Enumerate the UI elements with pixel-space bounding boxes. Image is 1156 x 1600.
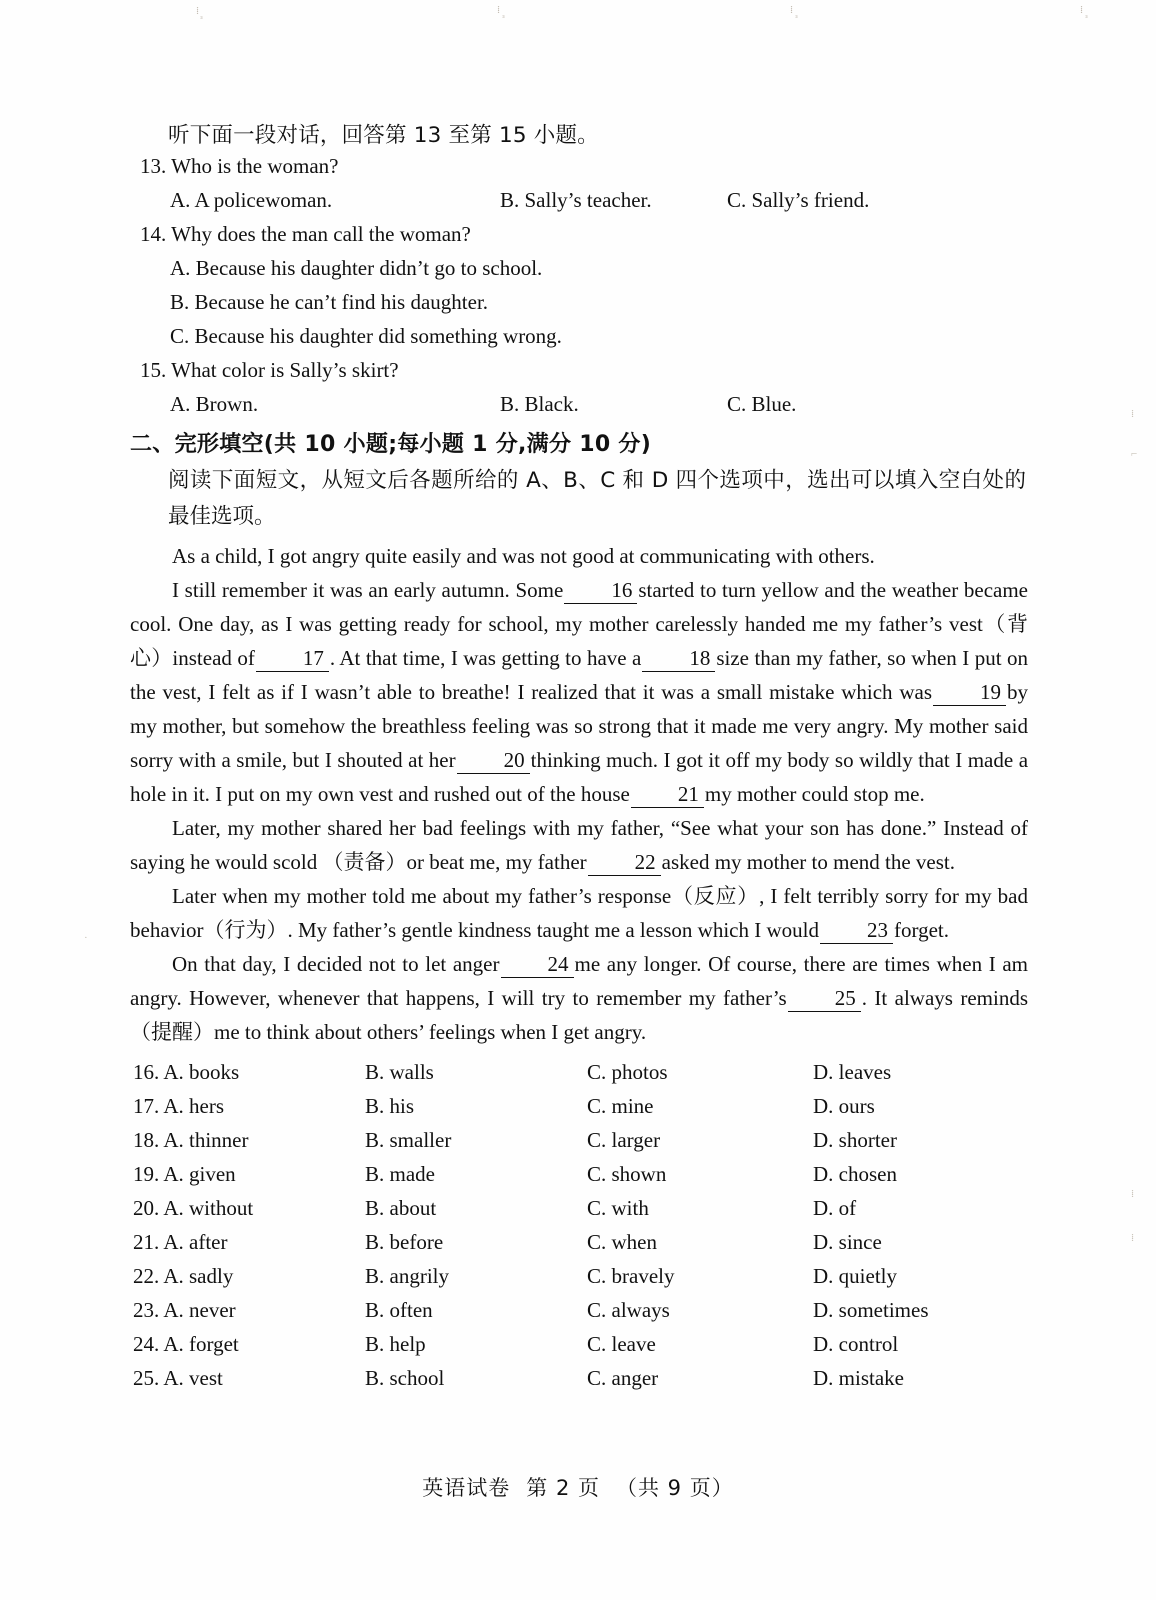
passage-p2-text-c: . At that time, I was getting to have a [329, 646, 642, 670]
choice-18-b[interactable]: B. smaller [365, 1128, 452, 1152]
choice-17-b[interactable]: B. his [365, 1094, 415, 1118]
choice-16-d[interactable]: D. leaves [813, 1060, 892, 1084]
question-13-stem [0, 149, 1156, 183]
question-13-number: 13. [140, 154, 167, 178]
cloze-choices-list [0, 1049, 1156, 1395]
choice-17-number: 17. [133, 1094, 160, 1118]
choice-21-b[interactable]: B. before [365, 1230, 444, 1254]
choice-row [130, 1055, 1156, 1089]
listening-lead-in: 听下面一段对话，回答第 13 至第 15 小题。 [168, 123, 599, 148]
choice-21-number: 21. [133, 1230, 160, 1254]
blank-20[interactable]: 20 [457, 747, 530, 774]
passage-paragraph-1: As a child, I got angry quite easily and was not good at communicating with others. [172, 544, 875, 568]
choice-18-d[interactable]: D. shorter [813, 1128, 897, 1152]
blank-16[interactable]: 16 [564, 577, 637, 604]
choice-16-a[interactable] [133, 1055, 239, 1089]
passage-paragraph-4 [130, 879, 1028, 947]
choice-22-c[interactable]: C. bravely [587, 1264, 675, 1288]
question-13-options [0, 183, 1156, 217]
choice-22-b[interactable]: B. angrily [365, 1264, 449, 1288]
choice-24-number: 24. [133, 1332, 160, 1356]
choice-25-d[interactable]: D. mistake [813, 1366, 904, 1390]
choice-row [130, 1259, 1156, 1293]
cloze-passage [0, 539, 1156, 1049]
blank-19[interactable]: 19 [933, 679, 1006, 706]
footer-total-pages: （共 9 页） [616, 1476, 734, 1500]
blank-17[interactable]: 17 [256, 645, 329, 672]
choice-24-d[interactable]: D. control [813, 1332, 899, 1356]
choice-19-c[interactable]: C. shown [587, 1162, 667, 1186]
passage-p2-text-f: thinking much. I got it off my body so wildly that I made a hole in it. I put on my own vest and rushed out of the house [130, 748, 1029, 806]
passage-p5-text-b: me any longer. Of course, there are times when I am angry. However, whenever that happens, I will try to remember my father’s [130, 952, 1029, 1010]
choice-24-a-label: A. forget [163, 1332, 239, 1356]
choice-20-d[interactable]: D. of [813, 1196, 857, 1220]
question-14-number: 14. [140, 222, 167, 246]
choice-25-a-label: A. vest [163, 1366, 223, 1390]
blank-23[interactable]: 23 [820, 917, 893, 944]
question-15-text: What color is Sally’s skirt? [171, 358, 399, 382]
choice-17-a-label: A. hers [163, 1094, 224, 1118]
choice-row [130, 1157, 1156, 1191]
scan-artifact-right-3: ⁞ [1131, 1188, 1135, 1200]
question-15-option-b[interactable]: B. Black. [500, 392, 579, 416]
choice-24-c[interactable]: C. leave [587, 1332, 656, 1356]
page-footer [0, 1472, 1156, 1502]
choice-18-c[interactable]: C. larger [587, 1128, 661, 1152]
choice-23-b[interactable]: B. often [365, 1298, 433, 1322]
passage-paragraph-5 [130, 947, 1028, 1049]
choice-row [130, 1327, 1156, 1361]
choice-20-a-label: A. without [163, 1196, 254, 1220]
choice-17-a[interactable] [133, 1089, 224, 1123]
choice-22-number: 22. [133, 1264, 160, 1288]
choice-25-number: 25. [133, 1366, 160, 1390]
choice-20-c[interactable]: C. with [587, 1196, 649, 1220]
question-13-option-c[interactable]: C. Sally’s friend. [727, 188, 870, 212]
question-15-stem [0, 353, 1156, 387]
question-14-option-c[interactable]: C. Because his daughter did something wrong. [170, 324, 562, 348]
choice-18-a[interactable] [133, 1123, 249, 1157]
choice-24-a[interactable] [133, 1327, 239, 1361]
blank-22[interactable]: 22 [588, 849, 661, 876]
choice-21-c[interactable]: C. when [587, 1230, 657, 1254]
choice-23-a-label: A. never [163, 1298, 236, 1322]
choice-25-c[interactable]: C. anger [587, 1366, 659, 1390]
choice-20-number: 20. [133, 1196, 160, 1220]
blank-18[interactable]: 18 [642, 645, 715, 672]
choice-row [130, 1089, 1156, 1123]
choice-22-a-label: A. sadly [163, 1264, 234, 1288]
choice-16-a-label: A. books [163, 1060, 240, 1084]
passage-paragraph-2 [130, 573, 1028, 811]
scan-artifact-right-1: ⁞ [1131, 408, 1135, 420]
passage-p3-text-b: asked my mother to mend the vest. [661, 850, 956, 874]
choice-25-b[interactable]: B. school [365, 1366, 445, 1390]
blank-21[interactable]: 21 [631, 781, 704, 808]
choice-19-a-label: A. given [163, 1162, 236, 1186]
choice-row [130, 1293, 1156, 1327]
passage-p2-text-g: my mother could stop me. [704, 782, 925, 806]
blank-25[interactable]: 25 [788, 985, 861, 1012]
question-14-stem [0, 217, 1156, 251]
passage-p2-text-e: by my mother, but somehow the breathless feeling was so strong that it made me very angry. My mother said sorry with a smile, but I shouted at her [130, 680, 1028, 772]
choice-row [130, 1191, 1156, 1225]
passage-p4-text-b: forget. [893, 918, 949, 942]
choice-24-b[interactable]: B. help [365, 1332, 426, 1356]
choice-21-a-label: A. after [163, 1230, 228, 1254]
scan-artifact-left-1: · [84, 932, 88, 944]
choice-18-a-label: A. thinner [163, 1128, 249, 1152]
question-14-text: Why does the man call the woman? [171, 222, 471, 246]
question-15-option-c[interactable]: C. Blue. [727, 392, 797, 416]
question-15-options [0, 387, 1156, 421]
question-15-number: 15. [140, 358, 167, 382]
passage-p4-text-a: Later when my mother told me about my father’s response（反应）, I felt terribly sorry for my bad behavior（行为）. My father’s gentle kindness taught me a lesson which I would [130, 884, 1028, 942]
passage-p3-text-a: Later, my mother shared her bad feelings with my father, “See what your son has done.” Instead of saying he would scold （责备）or beat me, my father [130, 816, 1028, 874]
choice-22-a[interactable] [133, 1259, 233, 1293]
choice-19-number: 19. [133, 1162, 160, 1186]
footer-page-number: 第 2 页 [526, 1476, 600, 1500]
question-13-text: Who is the woman? [171, 154, 339, 178]
question-13-option-b[interactable]: B. Sally’s teacher. [500, 188, 652, 212]
passage-p2-text-a: I still remember it was an early autumn. Some [172, 578, 564, 602]
choice-row [130, 1123, 1156, 1157]
choice-16-b[interactable]: B. walls [365, 1060, 434, 1084]
choice-21-d[interactable]: D. since [813, 1230, 882, 1254]
passage-p2-text-d: size than my father, so when I put on the vest, I felt as if I wasn’t able to breathe! I realized that it was a small mistake which was [130, 646, 1028, 704]
choice-row [130, 1225, 1156, 1259]
passage-paragraph-3 [130, 811, 1028, 879]
choice-23-d[interactable]: D. sometimes [813, 1298, 929, 1322]
choice-16-c[interactable]: C. photos [587, 1060, 668, 1084]
choice-23-number: 23. [133, 1298, 160, 1322]
choice-21-a[interactable] [133, 1225, 227, 1259]
section-two-instruction: 阅读下面短文，从短文后各题所给的 A、B、C 和 D 四个选项中，选出可以填入空白处的最佳选项。 [168, 468, 1026, 529]
choice-row [130, 1361, 1156, 1395]
choice-16-number: 16. [133, 1060, 160, 1084]
choice-19-d[interactable]: D. chosen [813, 1162, 897, 1186]
passage-p5-text-c: . It always reminds（提醒）me to think about others’ feelings when I get angry. [130, 986, 1028, 1044]
choice-19-a[interactable] [133, 1157, 236, 1191]
scan-artifacts-top: ⁞ ᵌ ⁞ ᵌ ⁞ ᵌ ⁞ ᵌ [196, 4, 1088, 25]
section-two-heading: 二、完形填空(共 10 小题;每小题 1 分,满分 10 分) [130, 432, 652, 457]
question-15-option-a[interactable]: A. Brown. [170, 392, 259, 416]
choice-20-a[interactable] [133, 1191, 253, 1225]
scan-artifact-right-2: ⌐ [1131, 448, 1138, 460]
passage-p5-text-a: On that day, I decided not to let anger [172, 952, 500, 976]
question-14-option-b[interactable]: B. Because he can’t find his daughter. [170, 290, 489, 314]
blank-24[interactable]: 24 [501, 951, 574, 978]
choice-20-b[interactable]: B. about [365, 1196, 437, 1220]
choice-22-d[interactable]: D. quietly [813, 1264, 897, 1288]
question-13-option-a[interactable]: A. A policewoman. [170, 188, 333, 212]
choice-17-d[interactable]: D. ours [813, 1094, 875, 1118]
scan-artifact-right-4: ⁞ [1131, 1232, 1135, 1244]
footer-subject: 英语试卷 [422, 1476, 511, 1500]
question-14-option-a[interactable]: A. Because his daughter didn’t go to school. [170, 256, 543, 280]
choice-23-c[interactable]: C. always [587, 1298, 670, 1322]
passage-p2-text-b: started to turn yellow and the weather became cool. One day, as I was getting ready for school, my mother carelessly handed me my father’s vest（背心）instead of [130, 578, 1028, 670]
choice-23-a[interactable] [133, 1293, 236, 1327]
choice-17-c[interactable]: C. mine [587, 1094, 654, 1118]
choice-25-a[interactable] [133, 1361, 223, 1395]
choice-18-number: 18. [133, 1128, 160, 1152]
choice-19-b[interactable]: B. made [365, 1162, 435, 1186]
